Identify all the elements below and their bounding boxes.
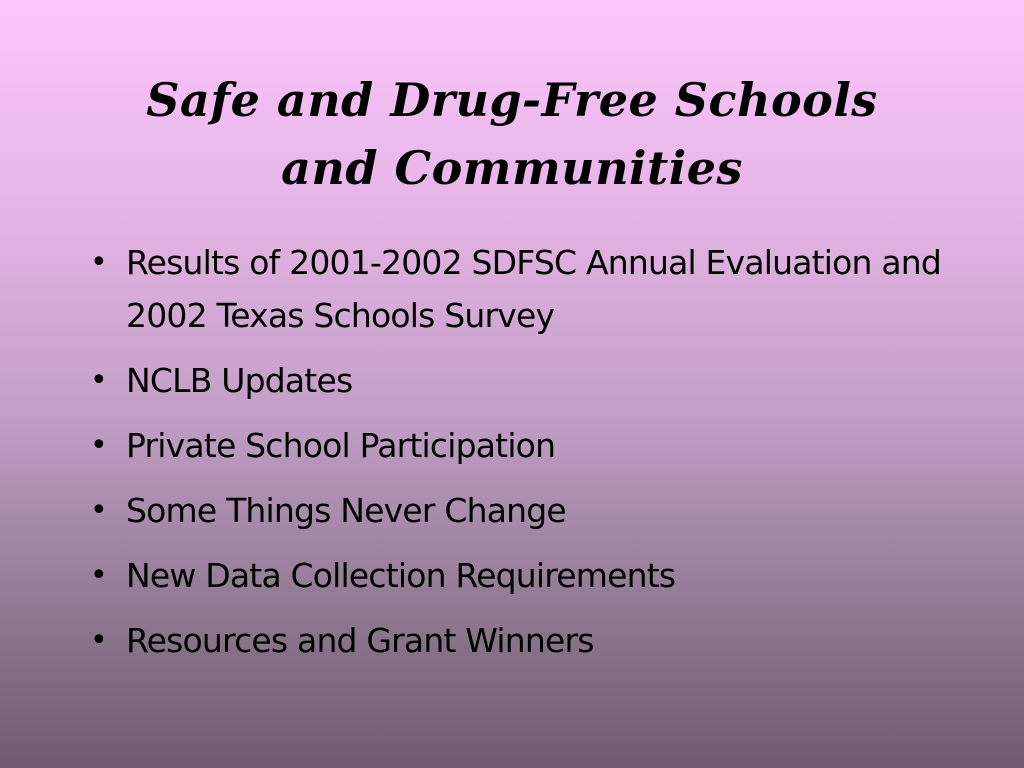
bullet-dot-icon: • — [90, 363, 107, 398]
bullet-item-resources — [88, 614, 968, 667]
bullet-text: New Data Collection Requirements — [126, 556, 676, 595]
bullet-dot-icon: • — [90, 245, 107, 280]
bullet-text: Private School Participation — [126, 426, 556, 465]
bullet-dot-icon: • — [90, 623, 107, 658]
bullet-item-results — [88, 236, 968, 342]
title-line-2: and Communities — [281, 141, 743, 195]
title-line-1: Safe and Drug-Free Schools — [146, 73, 878, 127]
bullet-text: Resources and Grant Winners — [126, 621, 594, 660]
slide-title — [40, 66, 984, 202]
bullet-item-data-collection — [88, 549, 968, 602]
bullet-list — [88, 236, 968, 679]
bullet-dot-icon: • — [90, 558, 107, 593]
bullet-text: Results of 2001-2002 SDFSC Annual Evaluation and 2002 Texas Schools Survey — [126, 243, 942, 335]
bullet-dot-icon: • — [90, 428, 107, 463]
bullet-item-never-change — [88, 484, 968, 537]
bullet-text: NCLB Updates — [126, 361, 353, 400]
bullet-dot-icon: • — [90, 493, 107, 528]
bullet-item-nclb — [88, 354, 968, 407]
bullet-item-private-school — [88, 419, 968, 472]
bullet-text: Some Things Never Change — [126, 491, 566, 530]
